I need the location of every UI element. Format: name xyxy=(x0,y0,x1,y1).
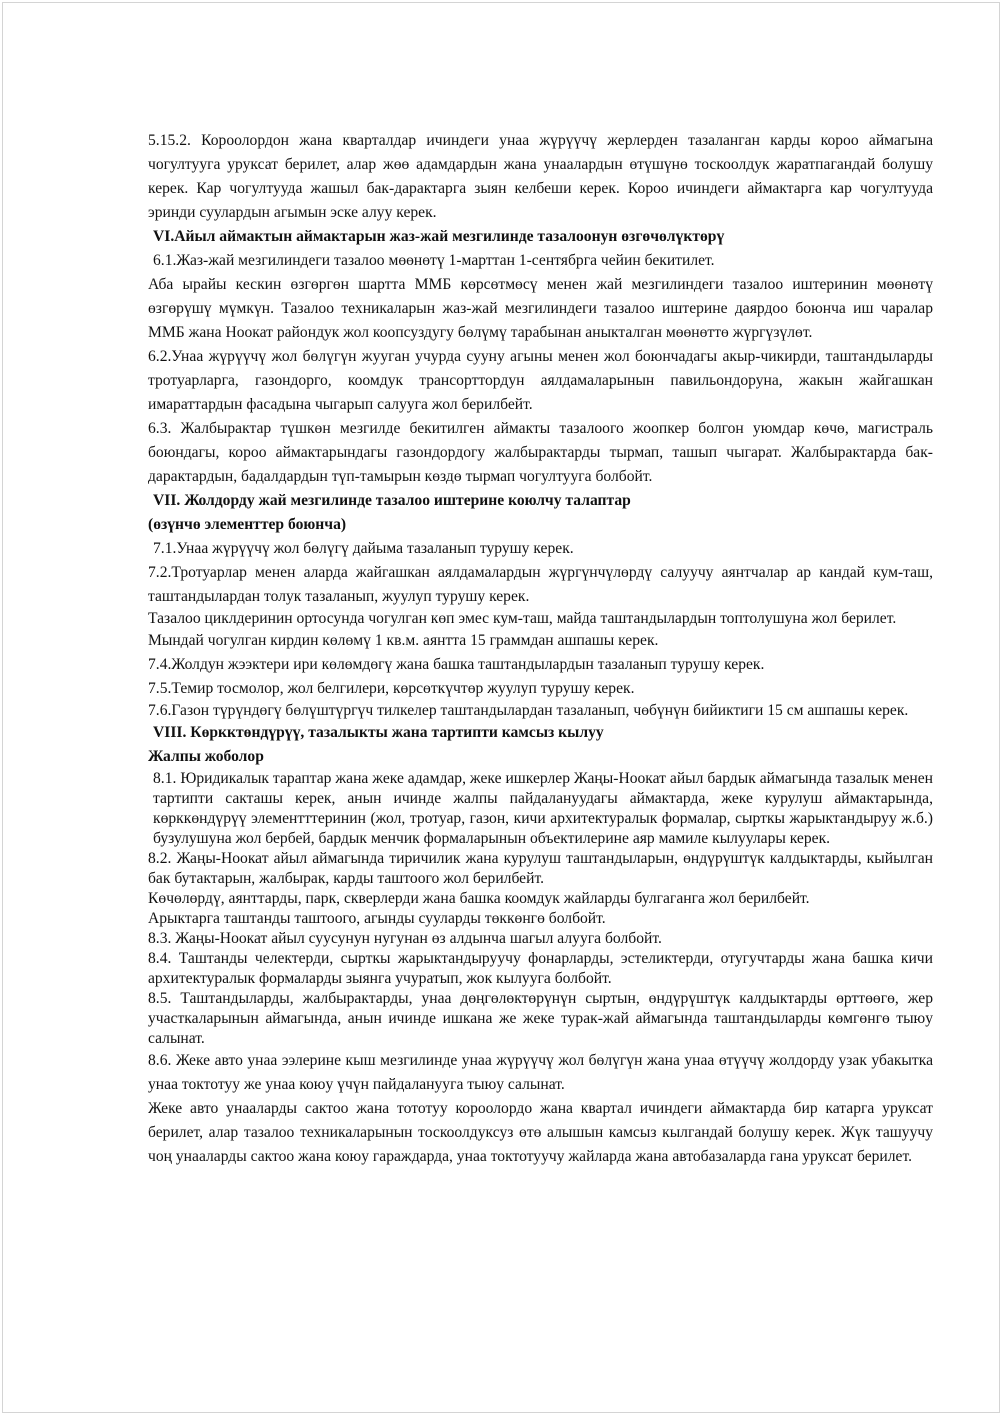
paragraph-8-6-parking: Жеке авто унааларды сактоо жана тототуу короолордо жана квартал ичиндеги аймактарда бир катарга уруксат берилет, алар тазалоо техникаларынын тоскоолдуксуз өтө алышын камсыз кылгандай болушу керек. Жүк ташуучу чоң унааларды сактоо жана коюу гараждарда, унаа токтотуучу жайларда жана автобазаларда гана уруксат берилет. xyxy=(148,1100,933,1165)
section-heading-6: VI.Айыл аймактын аймактарын жаз-жай мезгилинде тазалоонун өзгөчөлүктөрү xyxy=(153,228,725,245)
section-subheading-8: Жалпы жоболор xyxy=(148,748,264,765)
paragraph-6-1-note: Аба ырайы кескин өзгөргөн шартта ММБ көрсөтмөсү менен жай мезгилиндеги тазалоо иштеринин мөөнөтү өзгөрүшү мүмкүн. Тазалоо техникаларын жаз-жай мезгилиндеги тазалоо иштерине даярдоо боюнча иш чаралар ММБ жана Ноокат райондук жол коопсуздугу бөлүмү тарабынан аныкталган мөөнөттө жүргүзүлөт. xyxy=(148,276,933,341)
paragraph-8-1: 8.1. Юридикалык тараптар жана жеке адамдар, жеке ишкерлер Жаңы-Ноокат айыл бардык аймагында тазалык менен тартипти сакташы керек, анын ичинде жалпы пайдалануудагы аймактарда, жеке курулуш аймактарында, көрккөндүрүү элементттеринин (жол, тротуар, газон, кичи архитектуралык формалар, сырткы жарыктандыруу ж.б.) бузулушуна жол бербей, бардык менчик формаларынын объектилерине аяр мамиле кылуулары керек. xyxy=(153,770,933,847)
section-heading-8: VIII. Көркктөндүрүү, тазалыкты жана тартипти камсыз кылуу xyxy=(153,724,604,741)
paragraph-6-1: 6.1.Жаз-жай мезгилиндеги тазалоо мөөнөтү 1-марттан 1-сентябрга чейин бекитилет. xyxy=(153,252,715,269)
paragraph-6-2: 6.2.Унаа жүрүүчү жол бөлүгүн жууган учурда сууну агыны менен жол боюнчадагы акыр-чикирди, таштандыларды тротуарларга, газондорго, коомдук трансорттордун аялдамаларынын павильондоруна, жакын жайгашкан имараттардын фасадына чыгарып салууга жол берилбейт. xyxy=(148,348,933,413)
paragraph-7-5: 7.5.Темир тосмолор, жол белгилери, көрсөткүчтөр жуулуп турушу керек. xyxy=(148,680,635,697)
paragraph-8-2: 8.2. Жаңы-Ноокат айыл аймагында тиричилик жана курулуш таштандыларын, өндүрүштүк калдыктарды, кыйылган бак бутактарын, жалбырак, карды таштоого жол берилбейт. xyxy=(148,850,933,887)
paragraph-8-6: 8.6. Жеке авто унаа ээлерине кыш мезгилинде унаа жүрүүчү жол бөлүгүн жана унаа өтүүчү жолдорду узак убакытка унаа токтотуу же унаа коюу үчүн пайдаланууга тыюу салынат. xyxy=(148,1052,933,1093)
paragraph-5-15-2: 5.15.2. Короолордон жана кварталдар ичиндеги унаа жүрүүчү жерлерден тазаланган карды короо аймагына чогултууга уруксат берилет, алар жөө адамдардын жана унаалардын өтүшүнө тоскоолдук жаратпагандай болушу керек. Кар чогултууда жашыл бак-дарактарга зыян келбеши керек. Короо ичиндеги аймактарга кар чогултууда эринди суулардын агымын эске алуу керек. xyxy=(148,132,933,221)
document-body xyxy=(148,129,933,1169)
paragraph-7-6: 7.6.Газон түрүндөгү бөлүштүргүч тилкелер таштандылардан тазаланып, чөбүнүн бийиктиги 15 см ашпашы керек. xyxy=(148,702,909,719)
paragraph-7-2: 7.2.Тротуарлар менен аларда жайгашкан аялдамалардын жүргүнчүлөрдү салуучу аянтчалар ар кандай кум-таш, таштандылардан толук тазаланып, жуулуп турушу керек. xyxy=(148,564,933,605)
paragraph-8-2-streets: Көчөлөрдү, аянттарды, парк, скверлерди жана башка коомдук жайларды булгаганга жол берилбейт. xyxy=(148,890,810,907)
paragraph-8-5: 8.5. Таштандыларды, жалбырактарды, унаа дөңгөлөктөрүнүн сыртын, өндүрүштүк калдыктарды өрттөөгө, жер участкаларынын аймагында, анын ичинде ишкана же жеке турак-жай аймагында таштандыларды көмгөнгө тыюу салынат. xyxy=(148,990,933,1047)
paragraph-7-1: 7.1.Унаа жүрүүчү жол бөлүгү дайыма тазаланып турушу керек. xyxy=(153,540,574,557)
section-subheading-7: (өзүнчө элементтер боюнча) xyxy=(148,516,347,533)
paragraph-8-2-ditches: Арыктарга таштанды таштоого, агынды сууларды төккөнгө болбойт. xyxy=(148,910,606,927)
section-heading-7: VII. Жолдорду жай мезгилинде тазалоо иштерине коюлчу талаптар xyxy=(153,492,631,509)
paragraph-6-3: 6.3. Жалбырактар түшкөн мезгилде бекитилген аймакты тазалоого жоопкер болгон уюмдар көчө, магистраль боюндагы, короо аймактарындагы газондордогу жалбырактарды тырмап, ташып чыгарат. Жалбырактарда бак-дарактардын, бадалдардын түп-тамырын көздө тырмап чогултууга болбойт. xyxy=(148,420,933,485)
paragraph-7-3: Мындай чогулган кирдин көлөмү 1 кв.м. аянтта 15 граммдан ашпашы керек. xyxy=(148,632,659,649)
paragraph-7-4: 7.4.Жолдун жээктери ири көлөмдөгү жана башка таштандылардын тазаланып турушу керек. xyxy=(148,656,765,673)
paragraph-8-3: 8.3. Жаңы-Ноокат айыл суусунун нугунан өз алдынча шагыл алууга болбойт. xyxy=(148,930,662,947)
document-page xyxy=(2,2,1000,1413)
paragraph-7-2-note: Тазалоо циклдеринин ортосунда чогулган көп эмес кум-таш, майда таштандылардын топтолушуна жол берилет. xyxy=(148,610,897,627)
paragraph-8-4: 8.4. Таштанды челектерди, сырткы жарыктандыруучу фонарларды, эстеликтерди, отугучтарды жана башка кичи архитектуралык формаларды зыянга учуратып, жок кылууга болбойт. xyxy=(148,950,933,987)
